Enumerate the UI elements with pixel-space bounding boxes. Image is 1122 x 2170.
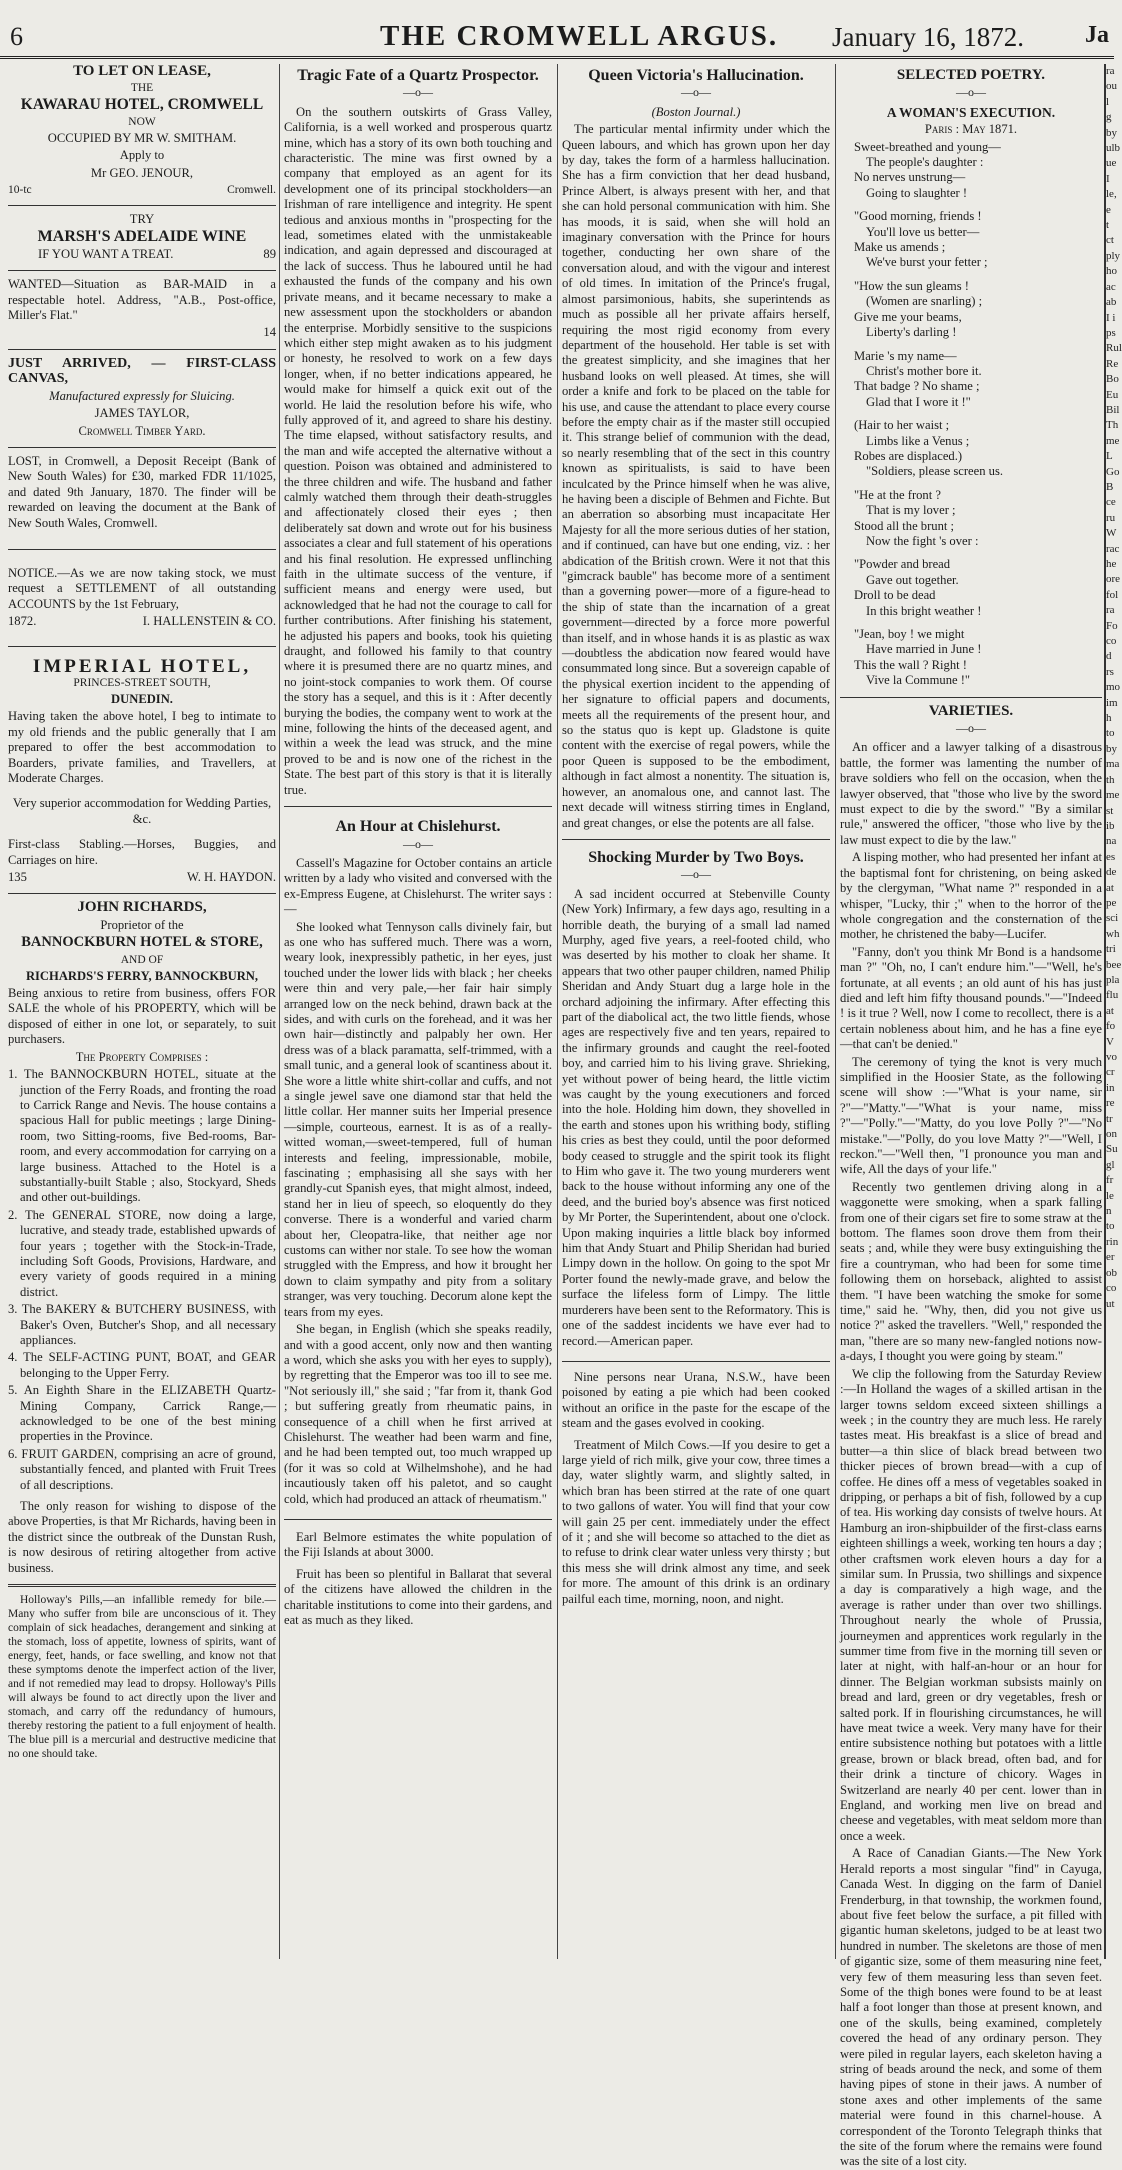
ad-ref: 14 bbox=[263, 325, 276, 340]
poem-line: Limbs like a Venus ; bbox=[866, 433, 970, 448]
edge-fragment: V bbox=[1106, 1035, 1114, 1048]
edge-fragment: le, bbox=[1106, 188, 1117, 201]
news-item: Earl Belmore estimates the white population of the Fiji Islands at about 3000. bbox=[284, 1529, 552, 1560]
article-paragraph: The particular mental infirmity under which the Queen labours, and which has grown upon her day by day, takes the form of a harmless hallucination. She has a firm conviction that her dead husband, Prince Albert, is always present with her, and that she can hold personal communication with him. She has moods, it is said, when she will hold an imaginary conversation with the Prince for hours together, conducting her own share of the conversation aloud, and with the vigour and interest of old times. In imitation of the Prince's frugal, almost parsimonious, habits, she superintends as much as possible all her private affairs herself, requiring the most rigid economy from every department of the household. Her table is set with the greatest simplicity, and she imagines that her husband looks on well pleased. At times, she will order a knife and fork to be placed on the table for his use, and cause the attendant to place every course before the empty chair as if the master still occupied it. This strange belief of communion with the dead, so nearly resembling that of the sect in this country known as spiritualists, is said to have been inculcated by the Prince himself when he was alive, he having been a disciple of Behmen and Fichte. But an aberration so absorbing must incapacitate Her Majesty for all the more serious duties of her station, and if continued, can have but one ending, viz. : her abdication of the British crown. Were it not that this "gimcrack bauble" has become more of a sentiment than a governing power—more of a figure-head to the ship of state than the incarnation of a great government—directed by a force more powerful than itself, and in whose hands it is as plastic as wax—doubtless the abdication now feared would have consummated long since. But a sovereign capable of the physical exertion incident to the appending of her signature to official papers and documents, meets all the requirements of the present hour, and so the status quo is kept up. Gladstone is quite content with the exercise of regal powers, while the poor Queen is supposed to be the embodiment, although in fact almost a nonentity. The situation is, however, an anomalous one, and cannot last. The next decade will witness stirring times in England, and great changes, or else the potents are all false. bbox=[562, 122, 830, 830]
edge-fragment: ce bbox=[1106, 496, 1116, 509]
article-source: (Boston Journal.) bbox=[651, 104, 741, 119]
poem-line: Now the fight 's over : bbox=[866, 533, 979, 548]
poem-line: Going to slaughter ! bbox=[866, 185, 968, 200]
edge-fragment: flu bbox=[1106, 989, 1119, 1002]
edge-fragment: at bbox=[1106, 881, 1114, 894]
edge-fragment: pla bbox=[1106, 973, 1120, 986]
article-paragraph: We clip the following from the Saturday Review :—In Holland the wages of a skilled artisan in the larger towns seldom exceed sixteen shillings a week ; in the country they are much less. He rarely tastes meat. His breakfast is a slice of bread and butter—a thin slice of black bread between two thicker pieces of brown bread—with a cup of coffee. He dines off a mess of vegetables soaked in dripping, or perhaps a bit of fish, followed by a cup of tea. His working day consists of twelve hours. At Hamburg an iron-shipbuilder of the first-class earns eighteen shillings a week, working ten hours a day ; other craftsmen work eleven hours a day for a similar sum. In Prussia, two shillings and sixpence a day is comparatively a high wage, and the average is rather under than over two shillings. Throughout nearly the whole of Prussia, journeymen and apprentices work regularly in the summer time from five in the morning till seven or later at night, with half-an-hour or an hour for dinner. The Belgian workman subsists mainly on bread and lard, green or dry vegetables, fresh or salted pork. If in flourishing circumstances, he will have meat twice a week. Very many have for their entire subsistence nothing but potatoes with a little grease, brown or black bread, often bad, and for their drink a tincture of chicory. Wages in Switzerland are nearly 40 per cent. lower than in England, and working men live on bread and cheese and vegetables, with meat seldom more than once a week. bbox=[840, 1366, 1102, 1843]
poem-line: That badge ? No shame ; bbox=[854, 379, 980, 394]
edge-fragment: ulb bbox=[1106, 142, 1121, 155]
ad-line: The Property Comprises : bbox=[75, 1049, 209, 1064]
edge-fragment: wh bbox=[1106, 927, 1120, 940]
edge-fragment: I i bbox=[1106, 311, 1116, 324]
edge-fragment: fol bbox=[1106, 588, 1119, 601]
edge-fragment: st bbox=[1106, 804, 1114, 817]
poem-stanza bbox=[840, 140, 1102, 202]
adjacent-page-edge: Ja bbox=[1085, 22, 1109, 48]
issue-date: January 16, 1872. bbox=[832, 22, 1024, 52]
edge-fragment: ob bbox=[1106, 1266, 1117, 1279]
edge-fragment: re bbox=[1106, 1097, 1115, 1110]
section-title: SELECTED POETRY. bbox=[896, 67, 1046, 83]
ad-firm: I. HALLENSTEIN & CO. bbox=[142, 614, 276, 629]
edge-fragment: na bbox=[1106, 835, 1117, 848]
poem-line: In this bright weather ! bbox=[866, 603, 982, 618]
edge-fragment: on bbox=[1106, 1128, 1117, 1141]
edge-fragment: rac bbox=[1106, 542, 1120, 555]
ad-ref: 10-tc bbox=[8, 184, 32, 197]
article-paragraph: A sad incident occurred at Stebenville County (New York) Infirmary, a few days ago, resulting in a horrible death, the burying of a small lad named Murphy, aged five years, a reel-footed child, who was deserted by his mother to cloak her shame. It appears that two other pauper children, named Philip Sheridan and Andy Stuart dug a large hole in the orchard adjoining the infirmary. After effecting this part of the diabolical act, the two little fiends, whose ages are respectively five and ten years, repaired to the infirmary grounds and caught the reel-footed boy, and carried him to his living grave. Shrieking, yet without power of being heard, the little victim was caught by the young executioners and forced into the hole. Holding him down, they shovelled in the earth and stones upon his writhing body, stifling his cries as best they could, until the poor deformed body ceased to struggle and the spirit took its flight to Him who gave it. The two young murderers went back to the house without informing any one of the deed, and the buried boy's absence was first noticed by Mr Porter, the Superintendent, about one o'clock. Upon making inquiries a little black boy informed him that Andy Stuart and Philip Sheridan had buried Limpy down in the hollow. On going to the spot Mr Porter found the newly-made grave, and below the surface the lifeless form of Limpy. The little murderers have been sent to the Reformatory. This is one of the saddest incidents we have ever had to record.—American paper. bbox=[562, 886, 830, 1348]
ad-heading: MARSH'S ADELAIDE WINE bbox=[37, 228, 247, 246]
ad-line: Very superior accommodation for Wedding Parties, &c. bbox=[12, 796, 272, 826]
edge-fragment: le bbox=[1106, 1189, 1114, 1202]
edge-fragment: e t bbox=[1106, 203, 1111, 232]
poem-line: "Good morning, friends ! bbox=[854, 209, 982, 224]
ad-lost-receipt bbox=[8, 454, 276, 531]
section-title: VARIETIES. bbox=[928, 702, 1014, 719]
ad-imperial-hotel bbox=[8, 655, 276, 886]
column-news-2: Tragic Fate of a Quartz Prospector. —o— On the southern outskirts of Grass Valley, California, is a well worked and prosperous quartz mine, which has a story of its own both touching and characteristic. The mine was first owned by a company that employed as an agent for its development one of its principal stockholders—an Irishman of rare intelligence and integrity. He spent tedious and anxious months in "prospecting for the lead, sometimes elated with the unmistakeable indication, and again depressed and discouraged at the lack of success. Thus he laboured until he had exhausted the funds of the company and his own private means, and it became necessary to make a new assessment upon the stockholders or abandon the enterprise. Morbidly sensitive to the suspicions which either step might awaken as to his judgment or honesty, he resolved to work on a few days longer, when, if no better indications appeared, he would make for himself a quick exit out of the world. He laid the resolution before his wife, who fully approved of it, and agreed to share his destiny. The time elapsed, without satisfactory results, and the man and wife accepted the alternative without a question. Poison was obtained and administered to the three children and wife. The husband and father calmly watched them through their death-struggles and affectionately closed their eyes ; then deliberately sat down and wrote out for his business associates a clear and full statement of his operations and his final resolution. He expressed unflinching faith in the ultimate success of the venture, if sufficient means and energy were used, but acknowledged that he had not the courage to call for further contributions. After finishing his statement, he adjusted his papers and books, took his quieting draught, and followed his family to that country where it is presumed there are no quartz mines, and no joint-stock companies to work them. Of course the story has a sequel, and this is it : After decently burying the bodies, the company went to work at the mine, following the hints of the deceased agent, and within a week the lead was struck, and the mine proved to be and is now one of the richest in the State. The best part of this story is that it is literally true. An Hour at Chislehurst. —o— Cassell's Magazine for October contains an article written by a lady who visited and conversed with the ex-Empress Eugene, at Chislehurst. The writer says :— She looked what Tennyson calls divinely fair, but as one who has suffered much. There was a worn, weary look, inexpressibly pathetic, in her eyes, just touched under the lower lids with black ; her cheeks were thin and very pale,—her fair hair simply arranged low on the neck behind, drawn back at the sides, and with curls on the forehead, and it was her own hair—distinctly and palpably her own. Her dress was of a black paramatta, self-trimmed, with a small tunic, and a general look of scantiness about it. She wore a little white shirt-collar and cuffs, and not a single jewel save one diamond star that held the little collar. Her manner suits her Imperial presence—simple, courteous, earnest. It is as of a really-witted woman,—sweet-tempered, full of human interests and feeling, impressionable, mobile, fascinating ; emphasising all she says with her grandly-cut Spanish eyes, that might almost, indeed, stand her in lieu of speech, so eloquently do they converse. There is a wonderful and varied charm about her, Cleopatra-like, that neither age nor customs can wither nor stale. To see how the woman struggled with the Empress, and how it brought her down to claim sympathy and pity from a solitary stranger, was very touching. Decorum alone kept the tears from my eyes. She began, in English (which she speaks readily, and with a good accent, only now and then wanting a word, which she asks you with her eyes to supply), by regretting that the Emperor was too ill to see me. "Not seriously ill," she said ; "far from it, thank God ; but suffering greatly from rheumatic pains, in consequence of a chill when he first arrived at Chislehurst. The weather had been warm and fine, and he had been tempted out, too much wrapped up (for it was so cold at Wilhelmshohe), and he had incautiously taken off his paletot, and so caught cold, which had produced an attack of rheumatism." Earl Belmore estimates the white population of the Fiji Islands at about 3000. Fruit has been so plentiful in Ballarat that several of the citizens have allowed the children in the charitable institutions to come into their gardens, and eat as much as they liked. bbox=[284, 67, 552, 1627]
ad-line: DUNEDIN. bbox=[111, 691, 173, 706]
edge-fragment: rin bbox=[1106, 1235, 1119, 1248]
poem bbox=[840, 140, 1102, 689]
column-rule bbox=[557, 64, 558, 1959]
poem-stanza bbox=[840, 209, 1102, 271]
ad-body: LOST, in Cromwell, a Deposit Receipt (Bank of New South Wales) for £30, marked FDR 11/1025, and dated 9th January, 1870. The finder will be rewarded on leaving the document at the Bank of New South Wales, Cromwell. bbox=[8, 453, 276, 530]
article-paragraph: Recently two gentlemen driving along in a waggonette were smoking, when a spark falling from one of their cigars set fire to some straw at the bottom. The flames soon drove them from their seats ; and, while they were busy extinguishing the fire a countryman, who had been for some time following them on horseback, alighted to assist them. "I have been watching the smoke for some time," said he. "Why, then, did you not give us notice ?" asked the travellers. "Well," responded the man, "there are so many new-fangled notions now-a-days, I thought you were going by steam." bbox=[840, 1179, 1102, 1364]
edge-fragment: cr bbox=[1106, 1066, 1115, 1079]
edge-fragment: me bbox=[1106, 789, 1120, 802]
ad-line: AND OF bbox=[120, 953, 164, 966]
adjacent-page-fragment bbox=[1104, 64, 1122, 1959]
edge-fragment: by bbox=[1106, 126, 1117, 139]
poem-line: Glad that I wore it !" bbox=[866, 394, 971, 409]
edge-fragment: ra bbox=[1106, 65, 1115, 77]
ad-heading: JUST ARRIVED, — FIRST-CLASS CANVAS, bbox=[8, 355, 276, 387]
poem-line: Stood all the brunt ; bbox=[854, 518, 955, 533]
masthead bbox=[0, 0, 1114, 59]
article-title: Tragic Fate of a Quartz Prospector. bbox=[297, 67, 539, 84]
poem-line: "Soldiers, please screen us. bbox=[866, 464, 1003, 479]
ad-holloway-pills: Holloway's Pills,—an infallible remedy for bile.—Many who suffer from bile are unconscious of it. They complain of sick headaches, derangement and sinking at the stomach, loss of appetite, lowness of spirits, want of energy, feet, hands, or face swelling, and know not that these symptoms denote the imperfect action of the liver, and if not remedied may lead to dropsy. Holloway's Pills will always be found to act directly upon the liver and stomach, and carry off the redundancy of humours, thereby restoring the patient to a full enjoyment of health. The blue pill is a mercurial and destructive medicine that no one should take. bbox=[8, 1594, 276, 1761]
newspaper-title: THE CROMWELL ARGUS. bbox=[380, 20, 779, 52]
ad-canvas bbox=[8, 356, 276, 439]
poem-line: This the wall ? Right ! bbox=[854, 657, 967, 672]
article-title: Shocking Murder by Two Boys. bbox=[588, 848, 804, 866]
edge-fragment: to bbox=[1106, 1220, 1115, 1233]
edge-fragment: Bil bbox=[1106, 403, 1120, 416]
column-rule bbox=[835, 64, 836, 1959]
ad-notice-hallenstein bbox=[8, 566, 276, 630]
edge-fragment: ou bbox=[1106, 80, 1117, 93]
edge-fragment: Su bbox=[1106, 1143, 1118, 1156]
poem-stanza bbox=[840, 557, 1102, 619]
poem-line: "How the sun gleams ! bbox=[854, 278, 969, 293]
poem-line: "Jean, boy ! we might bbox=[854, 627, 965, 641]
poem-stanza bbox=[840, 279, 1102, 341]
poem-line: Liberty's darling ! bbox=[866, 325, 957, 340]
edge-fragment: to bbox=[1106, 727, 1115, 740]
edge-fragment: me bbox=[1106, 434, 1120, 447]
edge-fragment: he bbox=[1106, 558, 1117, 570]
edge-fragment: ab bbox=[1106, 296, 1117, 309]
poem-line: Make us amends ; bbox=[854, 240, 946, 255]
edge-fragment: ply bbox=[1106, 249, 1121, 262]
edge-fragment: pe bbox=[1106, 896, 1117, 909]
poem-line: Christ's mother bore it. bbox=[866, 363, 982, 378]
poem-line: "He at the front ? bbox=[854, 487, 941, 502]
ad-ref: 135 bbox=[8, 870, 27, 885]
ad-line: PRINCES-STREET SOUTH, bbox=[73, 676, 211, 689]
list-item: 4. The SELF-ACTING PUNT, BOAT, and GEAR belonging to the Upper Ferry. bbox=[8, 1350, 276, 1380]
column-rule bbox=[279, 64, 280, 1959]
ad-body: NOTICE.—As we are now taking stock, we must request a SETTLEMENT of all outstanding ACCOUNTS by the 1st February, bbox=[8, 565, 276, 611]
article-paragraph: A lisping mother, who had presented her infant at the baptismal font for christening, on being asked by the clergyman, "What name ?" responded in a whisper, "Lucky, thir ;" when to the horror of the whole congregation and the consternation of the mother, he christened the baby—Lucifer. bbox=[840, 850, 1102, 942]
list-item: 3. The BAKERY & BUTCHERY BUSINESS, with Baker's Oven, Butcher's Shop, and all necessary appliances. bbox=[8, 1302, 276, 1347]
edge-fragment: d bbox=[1106, 650, 1112, 663]
page-number: 6 bbox=[10, 22, 23, 51]
edge-fragment: Rul bbox=[1106, 342, 1122, 355]
ad-line: Apply to bbox=[119, 148, 165, 163]
poem-stanza bbox=[840, 418, 1102, 480]
ad-line: First-class Stabling.—Horses, Buggies, and Carriages on hire. bbox=[8, 837, 276, 867]
poem-line: We've burst your fetter ; bbox=[866, 255, 988, 270]
list-item: 1. The BANNOCKBURN HOTEL, situate at the junction of the Ferry Roads, and fronting the road to Carrick Range and Nevis. The house contains a spacious Hall for public meetings ; large Dining-room, two Sitting-rooms, five Bed-rooms, Bar-room, and every accommodation for carrying on a large business. Attached to the Hotel is a substantially-built Stable ; also, Stockyard, Sheds and other out-buildings. bbox=[8, 1067, 276, 1205]
edge-fragment: ac bbox=[1106, 280, 1116, 293]
edge-fragment: l g bbox=[1106, 95, 1112, 124]
poem-line: Sweet-breathed and young— bbox=[854, 139, 1001, 154]
edge-fragment: n bbox=[1106, 1205, 1112, 1218]
edge-fragment: ue bbox=[1106, 157, 1117, 170]
edge-fragment: fo bbox=[1106, 1020, 1116, 1033]
edge-fragment: tri bbox=[1106, 943, 1116, 956]
ad-kawarau-hotel bbox=[8, 64, 276, 197]
ad-line: THE bbox=[130, 82, 154, 95]
ad-line: JAMES TAYLOR, bbox=[94, 406, 190, 421]
edge-fragment: bee bbox=[1106, 958, 1122, 971]
ad-line: OCCUPIED BY MR W. SMITHAM. bbox=[47, 130, 237, 145]
ad-line: Mr GEO. JENOUR, bbox=[90, 165, 194, 180]
ad-bannockburn bbox=[8, 900, 276, 1576]
article-paragraph: On the southern outskirts of Grass Valley, California, is a well worked and prosperous quartz mine, which has a story of its own both touching and characteristic. The mine was first owned by a company that employed as an agent for its development one of its principal stockholders—an Irishman of rare intelligence and integrity. He spent tedious and anxious months in "prospecting for the lead, sometimes elated with the unmistakeable indication, and again depressed and discouraged at the lack of success. Thus he laboured until he had exhausted the funds of the company and his own private means, and it became necessary to make a new assessment upon the stockholders or abandon the enterprise. Morbidly sensitive to the suspicions which either step might awaken as to his judgment or honesty, he resolved to work on a few days longer, when, if no better indications appeared, he would make for himself a quick exit out of the world. He laid the resolution before his wife, who fully approved of it, and agreed to share his destiny. The time elapsed, without satisfactory results, and the man and wife accepted the alternative without a question. Poison was obtained and administered to the three children and wife. The husband and father calmly watched them through their death-struggles and affectionately closed their eyes ; then deliberately sat down and wrote out for his business associates a clear and full statement of his operations and his final resolution. He expressed unflinching faith in the ultimate success of the venture, if sufficient means and energy were used, but acknowledged that he had not the courage to call for further contributions. After finishing his statement, he adjusted his papers and books, took his quieting draught, and followed his family to that country where it is presumed there are no quartz mines, and no joint-stock companies to work them. Of course the story has a sequel, and this is it : After decently burying the bodies, the company went to work at the mine, following the hints of the deceased agent, and within a week the lead was struck, and the mine proved to be and is now one of the richest in the State. The best part of this story is that it is literally true. bbox=[284, 104, 552, 797]
edge-fragment: ib bbox=[1106, 819, 1115, 832]
edge-fragment: ma bbox=[1106, 758, 1120, 771]
news-item: Treatment of Milch Cows.—If you desire to get a large yield of rich milk, give your cow, three times a day, water slightly warm, and slightly salted, in which bran has been stirred at the rate of one quart to two gallons of water. You will find that your cow will gain 25 per cent. immediately under the effect of it ; and she will become so attached to the diet as to refuse to drink clear water unless very thirsty ; but this mess she will drink almost any time, and seek for more. The amount of this drink is an ordinary pailful each time, morning, noon, and night. bbox=[562, 1437, 830, 1606]
ad-line: TRY bbox=[129, 212, 155, 227]
article-paragraph: The ceremony of tying the knot is very much simplified in the Hoosier State, as the following scene will show :—"What is your name, sir ?"—"Matty."—"What is your name, miss ?"—"Polly."—"Matty, do you love Polly ?"—"No mistake."—"Polly, do you love Matty ?"—"Well, I reckon."—"Well then, "I pronounce you man and wife, All the days of your life." bbox=[840, 1054, 1102, 1177]
edge-fragment: Eu bbox=[1106, 388, 1119, 401]
poem-stanza bbox=[840, 627, 1102, 689]
edge-fragment: es bbox=[1106, 850, 1116, 863]
article-paragraph: She looked what Tennyson calls divinely fair, but as one who has suffered much. There was a worn, weary look, inexpressibly pathetic, in her eyes, just touched under the lower lids with black ; her cheeks were thin and very pale,—her fair hair simply arranged low on the neck behind, drawn back at the sides, and with curls on the forehead, and it was her own hair—distinctly and palpably her own. Her dress was of a black paramatta, self-trimmed, with a small tunic, and a general look of scantiness about it. She wore a little white shirt-collar and cuffs, and not a single jewel save one diamond star that held the little collar. Her manner suits her Imperial presence—simple, courteous, earnest. It is as of a really-witted woman,—sweet-tempered, full of human interests and feeling, impressionable, mobile, fascinating ; emphasising all she says with her grandly-cut Spanish eyes, that might almost, indeed, stand her in lieu of speech, so eloquently do they converse. There is a wonderful and varied charm about her, Cleopatra-like, that neither age nor customs can wither nor stale. To see how the woman struggled with the Empress, and how it brought her down to claim sympathy and pity from a solitary stranger, was very touching. Decorum alone kept the tears from my eyes. bbox=[284, 919, 552, 1319]
poem-line: That is my lover ; bbox=[866, 503, 956, 518]
poem-line: Give me your beams, bbox=[854, 309, 962, 324]
article-paragraph: She began, in English (which she speaks readily, and with a good accent, only now and then wanting a word, which she asks you with her eyes to supply), by regretting that the Emperor was too ill to see me. "Not seriously ill," she said ; "far from it, thank God ; but suffering greatly from rheumatic pains, in consequence of a chill when he first arrived at Chislehurst. The weather had been warm and fine, and he had been tempted out, too much wrapped up (for it was so cold at Wilhelmshohe), and he had incautiously taken off his paletot, and so caught cold, which had produced an attack of rheumatism." bbox=[284, 1322, 552, 1506]
ad-lead: TO LET ON LEASE, bbox=[73, 63, 211, 79]
edge-fragment: co bbox=[1106, 1282, 1117, 1295]
edge-fragment: L bbox=[1106, 450, 1113, 463]
edge-fragment: ore bbox=[1106, 573, 1121, 586]
list-item: 2. The GENERAL STORE, now doing a large, lucrative, and steady trade, established upwards of four years ; together with the Stock-in-Trade, including Soft Goods, Provisions, Hardware, and every variety of goods required in a mining district. bbox=[8, 1207, 276, 1299]
ad-body: Being anxious to retire from business, offers FOR SALE the whole of his PROPERTY, which will be disposed of either in one lot, or separately, to suit purchasers. bbox=[8, 986, 276, 1047]
edge-fragment: fr bbox=[1106, 1174, 1114, 1187]
article-paragraph: Cassell's Magazine for October contains an article written by a lady who visited and conversed with the ex-Empress Eugene, at Chislehurst. The writer says :— bbox=[284, 855, 552, 917]
edge-fragment: B bbox=[1106, 480, 1114, 493]
edge-fragment: er bbox=[1106, 1251, 1115, 1264]
edge-fragment: Bo bbox=[1106, 373, 1119, 386]
column-poetry-varieties: SELECTED POETRY. —o— A WOMAN'S EXECUTION. Paris : May 1871. Sweet-breathed and young— The people's daughter : No nerves unstrung— Going to slaughter ! "Good morning, friends ! You'll love us better— Make us amends ; We've burst your fetter ; "How the sun gleams ! (Women are snarling) ; Give me your beams, Liberty's darling ! Marie 's my name— Christ's mother bore it. That badge ? No shame ; Glad that I wore it !" (Hair to her waist ; Limbs like a Venus ; Robes are displaced.) "Soldiers, please screen us. "He at the front ? That is my lover ; Stood all the brunt ; Now the fight 's over : "Powder and bread Gave out together. Droll to be dead In this bright weather ! "Jean, boy ! we might Have married in June ! This the wall ? Right ! Vive la Commune !" VARIETIES. —o— An officer and a lawyer talking of a disastrous battle, the former was lamenting the number of brave soldiers who fell on the occasion, when the lawyer observed, that "those who live by the sword must expect to die by the sword." "By a similar rule," answered the officer, "those who live by the law must expect to die by the law." A lisping mother, who had presented her infant at the baptismal font for christening, on being asked by the clergyman, "What name ?" responded in a whisper, "Lucky, thir ;" when to the horror of the whole congregation and the consternation of the mother, he christened the baby—Lucifer. "Fanny, don't you think Mr Bond is a handsome man ?" "Oh, no, I can't endure him."—"Well, he's fortunate, at all events ; an old aunt of his has just died and left him fifty thousand pounds."—"Indeed ! is it true ? Well, now I come to recollect, there is a certain nobleness about him, and he has a fine eye—that can't be denied." The ceremony of tying the knot is very much simplified in the Hoosier State, as the following scene will show :—"What is your name, sir ?"—"Matty."—"What is your name, miss ?"—"Polly."—"Matty, do you love Polly ?"—"No mistake."—"Polly, do you love Matty ?"—"Well, I reckon."—"Well then, "I pronounce you man and wife, All the days of your life." Recently two gentlemen driving along in a waggonette were smoking, when a spark falling from one of their cigars set fire to some straw at the bottom. The flames soon drove them from their seats ; and, while they were busy extinguishing the fire a countryman, who had been for some time following them on horseback, alighted to assist them. "I have been watching the smoke for some time," said he. "Why, then, did you not give us notice ?" asked the travellers. "Well," responded the man, "there are so many new-fangled notions now-a-days, I thought you were going by steam." We clip the following from the Saturday Review :—In Holland the wages of a skilled artisan in the larger towns seldom exceed sixteen shillings a week ; in the country they are much less. He rarely tastes meat. His breakfast is a slice of bread and butter—a thin slice of black bread between two thicker pieces of brown bread—with a cup of coffee. He dines off a mess of vegetables soaked in dripping, or perhaps a bit of fish, followed by a cup of tea. His working day consists of twelve hours. At Hamburg an iron-shipbuilder of the first-class earns eighteen shillings a week, working ten hours a day ; other craftsmen work eleven hours a day for a similar sum. In Prussia, two shillings and sixpence a day is comparatively a high wage, and the average is rather under than over two shillings. Throughout nearly the whole of Prussia, journeymen and apprentices work regularly in the summer time from five in the morning till seven or later at night, with half-an-hour or an hour for dinner. The Belgian workman subsists mainly on bread and lard, green or dry vegetables, fresh or salted pork. If in flourishing circumstances, he will have meat twice a week. Very many have for their entire subsistence nothing but potatoes with a little grease, brown or black bread, often bad, and for their drink a tincture of chicory. Wages in Switzerland are nearly 40 per cent. lower than in England, and working men live on bread and cheese and vegetables, with meat seldom more than once a week. A Race of Canadian Giants.—The New York Herald reports a most singular "find" in Cayuga, Canada West. In digging on the farm of Daniel Frenderburg, in that township, the workmen found, about five feet below the surface, a pit filled with gigantic human skeletons, judged to be at least two hundred in number. The skeletons are those of men of gigantic size, some of them measuring nine feet, very few of them measuring less than seven feet. Some of the thigh bones were found to be at least half a foot longer than those at present known, and one of the skulls, being examined, completely covered the head of any ordinary person. They were piled in regular layers, each skeleton having a string of beads around the neck, and some of them having pipes of stone in their jaws. A number of stone axes and other implements of the same material were found in this charnel-house. A correspondent of the Toronto Telegraph thinks that the site of the forum where the remains were found was the site of a lost city. bbox=[840, 67, 1102, 2169]
edge-fragment: h bbox=[1106, 712, 1112, 725]
edge-fragment: im bbox=[1106, 696, 1118, 709]
edge-fragment: by bbox=[1106, 742, 1117, 755]
ad-owner: W. H. HAYDON. bbox=[187, 870, 276, 885]
ad-marsh-wine bbox=[8, 212, 276, 262]
poem-line: "Powder and bread bbox=[854, 557, 951, 572]
edge-fragment: ct bbox=[1106, 234, 1114, 247]
edge-fragment: Go bbox=[1106, 465, 1120, 478]
poem-line: Marie 's my name— bbox=[854, 348, 957, 363]
article-paragraph: A Race of Canadian Giants.—The New York Herald reports a most singular "find" in Cayuga, Canada West. In digging on the farm of Daniel Frenderburg, in that township, the workmen found, about five feet below the surface, a pit filled with gigantic human skeletons, judged to be at least two hundred in number. The skeletons are those of men of gigantic size, some of them measuring nine feet, very few of them measuring less than seven feet. Some of the thigh bones were found to be at least half a foot longer than those at present known, and one of the skulls, being examined, completely covered the head of any ordinary person. They were piled in regular layers, each skeleton having a string of beads around the neck, and some of them having pipes of stone in their jaws. A number of stone axes and other implements of the same material were found in this charnel-house. A correspondent of the Toronto Telegraph thinks that the site of the forum where the remains were found was the site of a lost city. bbox=[840, 1846, 1102, 2169]
edge-fragment: gl bbox=[1106, 1158, 1115, 1171]
ad-line: Proprietor of the bbox=[100, 917, 184, 932]
edge-fragment: ru bbox=[1106, 511, 1116, 524]
ad-ref: 89 bbox=[263, 246, 276, 261]
news-item: Nine persons near Urana, N.S.W., have been poisoned by eating a pie which had been cooked without an orifice in the paste for the escape of the steam and the gases evolved in cooking. bbox=[562, 1369, 830, 1431]
list-item: 6. FRUIT GARDEN, comprising an acre of ground, substantially fenced, and planted with Fruit Trees of all descriptions. bbox=[8, 1446, 276, 1492]
edge-fragment: de bbox=[1106, 866, 1117, 879]
article-title: Queen Victoria's Hallucination. bbox=[588, 67, 804, 84]
edge-fragment: vo bbox=[1106, 1051, 1117, 1063]
poem-line: Have married in June ! bbox=[866, 642, 982, 657]
edge-fragment: sci bbox=[1106, 912, 1119, 925]
ad-heading: IMPERIAL HOTEL, bbox=[32, 655, 252, 677]
ad-heading: KAWARAU HOTEL, CROMWELL bbox=[20, 96, 264, 114]
ad-heading: JOHN RICHARDS, bbox=[77, 899, 207, 916]
article-paragraph: "Fanny, don't you think Mr Bond is a handsome man ?" "Oh, no, I can't endure him."—"Well, he's fortunate, at all events ; an old aunt of his has just died and left him fifty thousand pounds."—"Indeed ! is it true ? Well, now I come to recollect, there is a certain nobleness about him, and he has a fine eye—that can't be denied." bbox=[840, 944, 1102, 1052]
edge-fragment: Th bbox=[1106, 419, 1119, 432]
edge-fragment: mo bbox=[1106, 681, 1121, 694]
poem-line: The people's daughter : bbox=[866, 155, 984, 170]
edge-fragment: tr bbox=[1106, 1112, 1113, 1125]
ad-wanted bbox=[8, 277, 276, 341]
ad-year: 1872. bbox=[8, 614, 37, 629]
ad-line: Manufactured expressly for Sluicing. bbox=[49, 388, 235, 403]
edge-fragment: co bbox=[1106, 635, 1117, 648]
article-paragraph: An officer and a lawyer talking of a disastrous battle, the former was lamenting the number of brave soldiers who fell on the occasion, when the lawyer observed, that "those who live by the sword must expect to die by the sword." "By a similar rule," answered the officer, "those who live by the law must expect to die by the law." bbox=[840, 740, 1102, 847]
edge-fragment: Re bbox=[1106, 357, 1119, 370]
poem-stanza bbox=[840, 349, 1102, 411]
poem-line: Vive la Commune !" bbox=[866, 673, 971, 688]
column-advertisements bbox=[8, 64, 276, 1959]
poem-line: Robes are displaced.) bbox=[854, 448, 963, 463]
article-title: An Hour at Chislehurst. bbox=[335, 818, 501, 836]
ad-body: Having taken the above hotel, I beg to intimate to my old friends and the public generally that I am prepared to offer the best accommodation to Boarders, private families, and Travellers, at Moderate Charges. bbox=[8, 709, 276, 785]
poem-line: Droll to be dead bbox=[854, 588, 936, 603]
poem-dateline: Paris : May 1871. bbox=[924, 122, 1018, 137]
edge-fragment: ra bbox=[1106, 604, 1115, 617]
varieties-body bbox=[840, 740, 1102, 2169]
edge-fragment: ut bbox=[1106, 1297, 1115, 1310]
edge-fragment: I bbox=[1106, 172, 1110, 185]
list-item: 5. An Eighth Share in the ELIZABETH Quartz-Mining Company, Carrick Range,—acknowledged to be one of the best mining properties in the Province. bbox=[8, 1383, 276, 1444]
edge-fragment: at bbox=[1106, 1004, 1114, 1017]
edge-fragment: in bbox=[1106, 1081, 1115, 1094]
news-item: Fruit has been so plentiful in Ballarat that several of the citizens have allowed the children in the charitable institutions to come into their gardens, and eat as much as they liked. bbox=[284, 1566, 552, 1627]
ad-heading: BANNOCKBURN HOTEL & STORE, bbox=[21, 934, 263, 951]
poem-line: You'll love us better— bbox=[866, 224, 980, 239]
ad-body: WANTED—Situation as BAR-MAID in a respectable hotel. Address, "A.B., Post-office, Miller's Flat." bbox=[8, 277, 276, 323]
poem-title: A WOMAN'S EXECUTION. bbox=[886, 104, 1056, 120]
edge-fragment: ps bbox=[1106, 326, 1116, 339]
poem-line: (Women are snarling) ; bbox=[866, 294, 983, 309]
ad-line: NOW bbox=[128, 115, 156, 128]
ad-town: Cromwell. bbox=[227, 184, 276, 197]
ad-line: RICHARDS'S FERRY, BANNOCKBURN, bbox=[25, 968, 259, 983]
edge-fragment: rs bbox=[1106, 665, 1114, 678]
poem-line: Gave out together. bbox=[866, 572, 959, 587]
edge-fragment: th bbox=[1106, 773, 1115, 786]
poem-stanza bbox=[840, 488, 1102, 550]
edge-fragment: W bbox=[1106, 527, 1117, 540]
poem-line: No nerves unstrung— bbox=[854, 170, 966, 185]
ad-body: The only reason for wishing to dispose of the above Properties, is that Mr Richards, having been in the district since the outbreak of the Dunstan Rush, is now desirous of retiring altogether from active business. bbox=[8, 1499, 276, 1575]
ad-line: IF YOU WANT A TREAT. bbox=[38, 246, 174, 261]
column-news-3: Queen Victoria's Hallucination. —o— (Boston Journal.) The particular mental infirmity under which the Queen labours, and which has grown upon her day by day, takes the form of a harmless hallucination. She has a firm conviction that her dead husband, Prince Albert, is always present with her, and that she can hold personal communication with him. She has moods, it is said, when she will hold an imaginary conversation with the Prince for hours together, conducting her own share of the conversation aloud, and with the vigour and interest of old times. In imitation of the Prince's frugal, almost parsimonious, habits, she superintends as much as possible all her private affairs herself, requiring the most rigid economy from every department of the household. Her table is set with the greatest simplicity, and she imagines that her husband looks on well pleased. At times, she will order a knife and fork to be placed on the table for his use, and cause the attendant to place every course before the empty chair as if the master still occupied it. This strange belief of communion with the dead, so nearly resembling that of the sect in this country known as spiritualists, is said to have been inculcated by the Prince himself when he was alive, he having been a disciple of Behmen and Fichte. But an aberration so absorbing must incapacitate Her Majesty for all the more serious duties of her station, and if continued, can have but one ending, viz. : her abdication of the British crown. Were it not that this "gimcrack bauble" has become more of a sentiment than a governing power—more of a figure-head to the ship of state than the incarnation of a great government—directed by a force more powerful than itself, and in whose hands it is as plastic as wax—doubtless the abdication now feared would have consummated long since. But a sovereign capable of the physical exertion incident to the appending of her signature to official papers and documents, meets all the requirements of the present hour, and so the status quo is kept up. Gladstone is quite content with the exercise of regal powers, while the poor Queen is supposed to be the embodiment, although in fact almost a nonentity. The situation is, however, an anomalous one, and cannot last. The next decade will witness stirring times in England, and great changes, or else the potents are all false. Shocking Murder by Two Boys. —o— A sad incident occurred at Stebenville County (New York) Infirmary, a few days ago, resulting in a horrible death, the burying of a small lad named Murphy, aged five years, a reel-footed child, who was deserted by his mother to cloak her shame. It appears that two other pauper children, named Philip Sheridan and Andy Stuart dug a large hole in the orchard adjoining the infirmary. After effecting this part of the diabolical act, the two little fiends, whose ages are respectively five and ten years, repaired to the infirmary grounds and caught the reel-footed boy, and carried him to his living grave. Shrieking, yet without power of being heard, the little victim was caught by the young executioners and forced into the hole. Holding him down, they shovelled in the earth and stones upon his writhing body, stifling his cries as best they could, until the poor deformed body ceased to struggle and the spirit took its flight to Him who gave it. The two young murderers went back to the house without informing any one of the deed, and the buried boy's absence was first noticed by Mr Porter, the Superintendent, about one o'clock. Upon making inquiries a little black boy informed him that Andy Stuart and Philip Sheridan had buried Limpy down in the hollow. On going to the spot Mr Porter found the newly-made grave, and below the surface the lifeless form of Limpy. The little murderers have been sent to the Reformatory. This is one of the saddest incidents we have ever had to record.—American paper. Nine persons near Urana, N.S.W., have been poisoned by eating a pie which had been cooked without an orifice in the paste for the escape of the steam and the gases evolved in cooking. Treatment of Milch Cows.—If you desire to get a large yield of rich milk, give your cow, three times a day, water slightly warm, and slightly salted, in which bran has been stirred at the rate of one quart to two gallons of water. You will find that your cow will gain 25 per cent. immediately under the effect of it ; and she will become so attached to the diet as to refuse to drink clear water unless very thirsty ; but this mess she will drink almost any time, and seek for more. The amount of this drink is an ordinary pailful each time, morning, noon, and night. bbox=[562, 67, 830, 1606]
edge-fragment: Fo bbox=[1106, 619, 1118, 632]
ad-line: Cromwell Timber Yard. bbox=[78, 423, 206, 438]
poem-line: (Hair to her waist ; bbox=[854, 418, 950, 433]
edge-fragment: ho bbox=[1106, 265, 1117, 278]
